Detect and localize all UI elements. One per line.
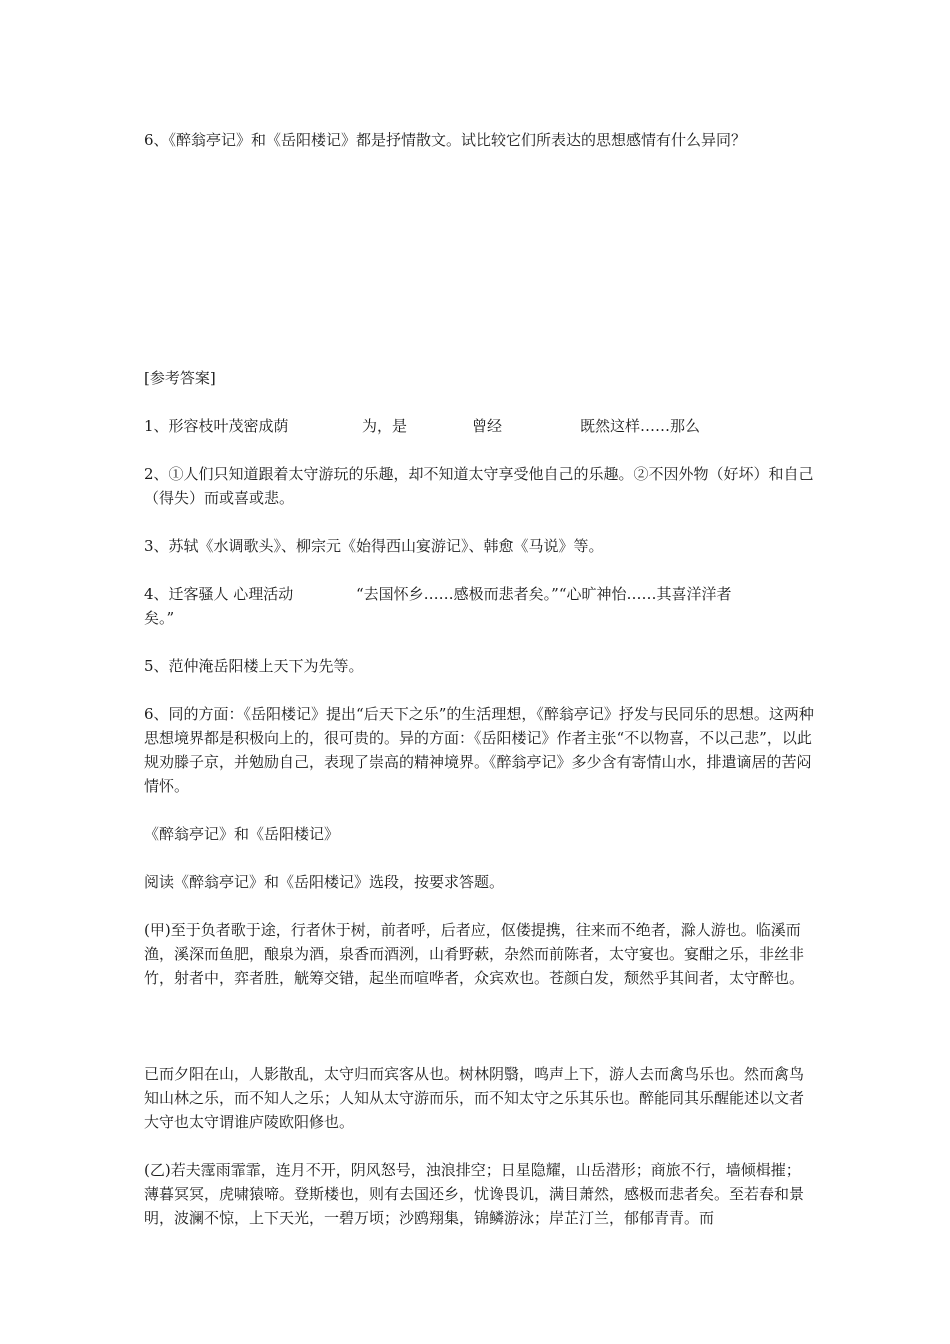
passage-jia-continued: 已而夕阳在山，人影散乱，太守归而宾客从也。树林阴翳，鸣声上下，游人去而禽鸟乐也。然而禽鸟知山林之乐，而不知人之乐；人知从太守游而乐，而不知太守之乐其乐也。醉能同其乐醒能述以文者大守也太守谓谁庐陵欧阳修也。: [144, 1065, 805, 1131]
answer-4-part-1: 4、迁客骚人 心理活动: [144, 585, 294, 603]
answer-5: 5、范仲淹岳阳楼上天下为先等。: [144, 657, 364, 675]
passage-jia: (甲)至于负者歌于途，行者休于树，前者呼，后者应，伛偻提携，往来而不绝者，滁人游也。临溪而渔，溪深而鱼肥，酿泉为酒，泉香而酒洌，山肴野蔌，杂然而前陈者，太守宴也。宴酣之乐，非丝非竹，射者中，弈者胜，觥筹交错，起坐而喧哗者，众宾欢也。苍颜白发，颓然乎其间者，太守醉也。: [144, 921, 805, 987]
answer-4-part-2: “去国怀乡……感极而悲者矣。”“心旷神怡……其喜洋洋者: [356, 585, 732, 603]
answer-4-line-2: [144, 606, 814, 630]
answer-1-item-2: 为，是: [362, 417, 408, 435]
answer-1-item-4: 既然这样……那么: [580, 417, 701, 435]
answer-4-part-3: 矣。”: [144, 609, 175, 627]
answer-1-item-1: 1、形容枝叶茂密成荫: [144, 417, 289, 435]
question-6: 6、《醉翁亭记》和《岳阳楼记》都是抒情散文。试比较它们所表达的思想感情有什么异同？: [144, 131, 747, 149]
answer-6: 6、同的方面：《岳阳楼记》提出“后天下之乐”的生活理想，《醉翁亭记》抒发与民同乐的思想。这两种思想境界都是积极向上的，很可贵的。异的方面：《岳阳楼记》作者主张“不以物喜，不以己悲”，以此规劝滕子京，并勉励自己，表现了崇高的精神境界。《醉翁亭记》多少含有寄情山水，排遣谪居的苦闷情怀。: [144, 705, 814, 795]
answers-heading: [参考答案]: [144, 369, 216, 387]
answer-4-line-1: [144, 582, 814, 606]
passage-yi: (乙)若夫霪雨霏霏，连月不开，阴风怒号，浊浪排空；日星隐耀，山岳潜形；商旅不行，墙倾楫摧；薄暮冥冥，虎啸猿啼。登斯楼也，则有去国还乡，忧谗畏讥，满目萧然，感极而悲者矣。至若春和景明，波澜不惊，上下天光，一碧万顷；沙鸥翔集，锦鳞游泳；岸芷汀兰，郁郁青青。而: [144, 1161, 805, 1227]
answer-3: 3、苏轼《水调歌头》、柳宗元《始得西山宴游记》、韩愈《马说》等。: [144, 537, 604, 555]
answer-2: 2、①人们只知道跟着太守游玩的乐趣，却不知道太守享受他自己的乐趣。②不因外物（好坏）和自己（得失）而或喜或悲。: [144, 465, 814, 507]
instruction: 阅读《醉翁亭记》和《岳阳楼记》选段，按要求答题。: [144, 873, 505, 891]
answer-1: [144, 414, 814, 438]
answer-1-item-3: 曾经: [472, 417, 503, 435]
section-title: 《醉翁亭记》和《岳阳楼记》: [144, 825, 340, 843]
